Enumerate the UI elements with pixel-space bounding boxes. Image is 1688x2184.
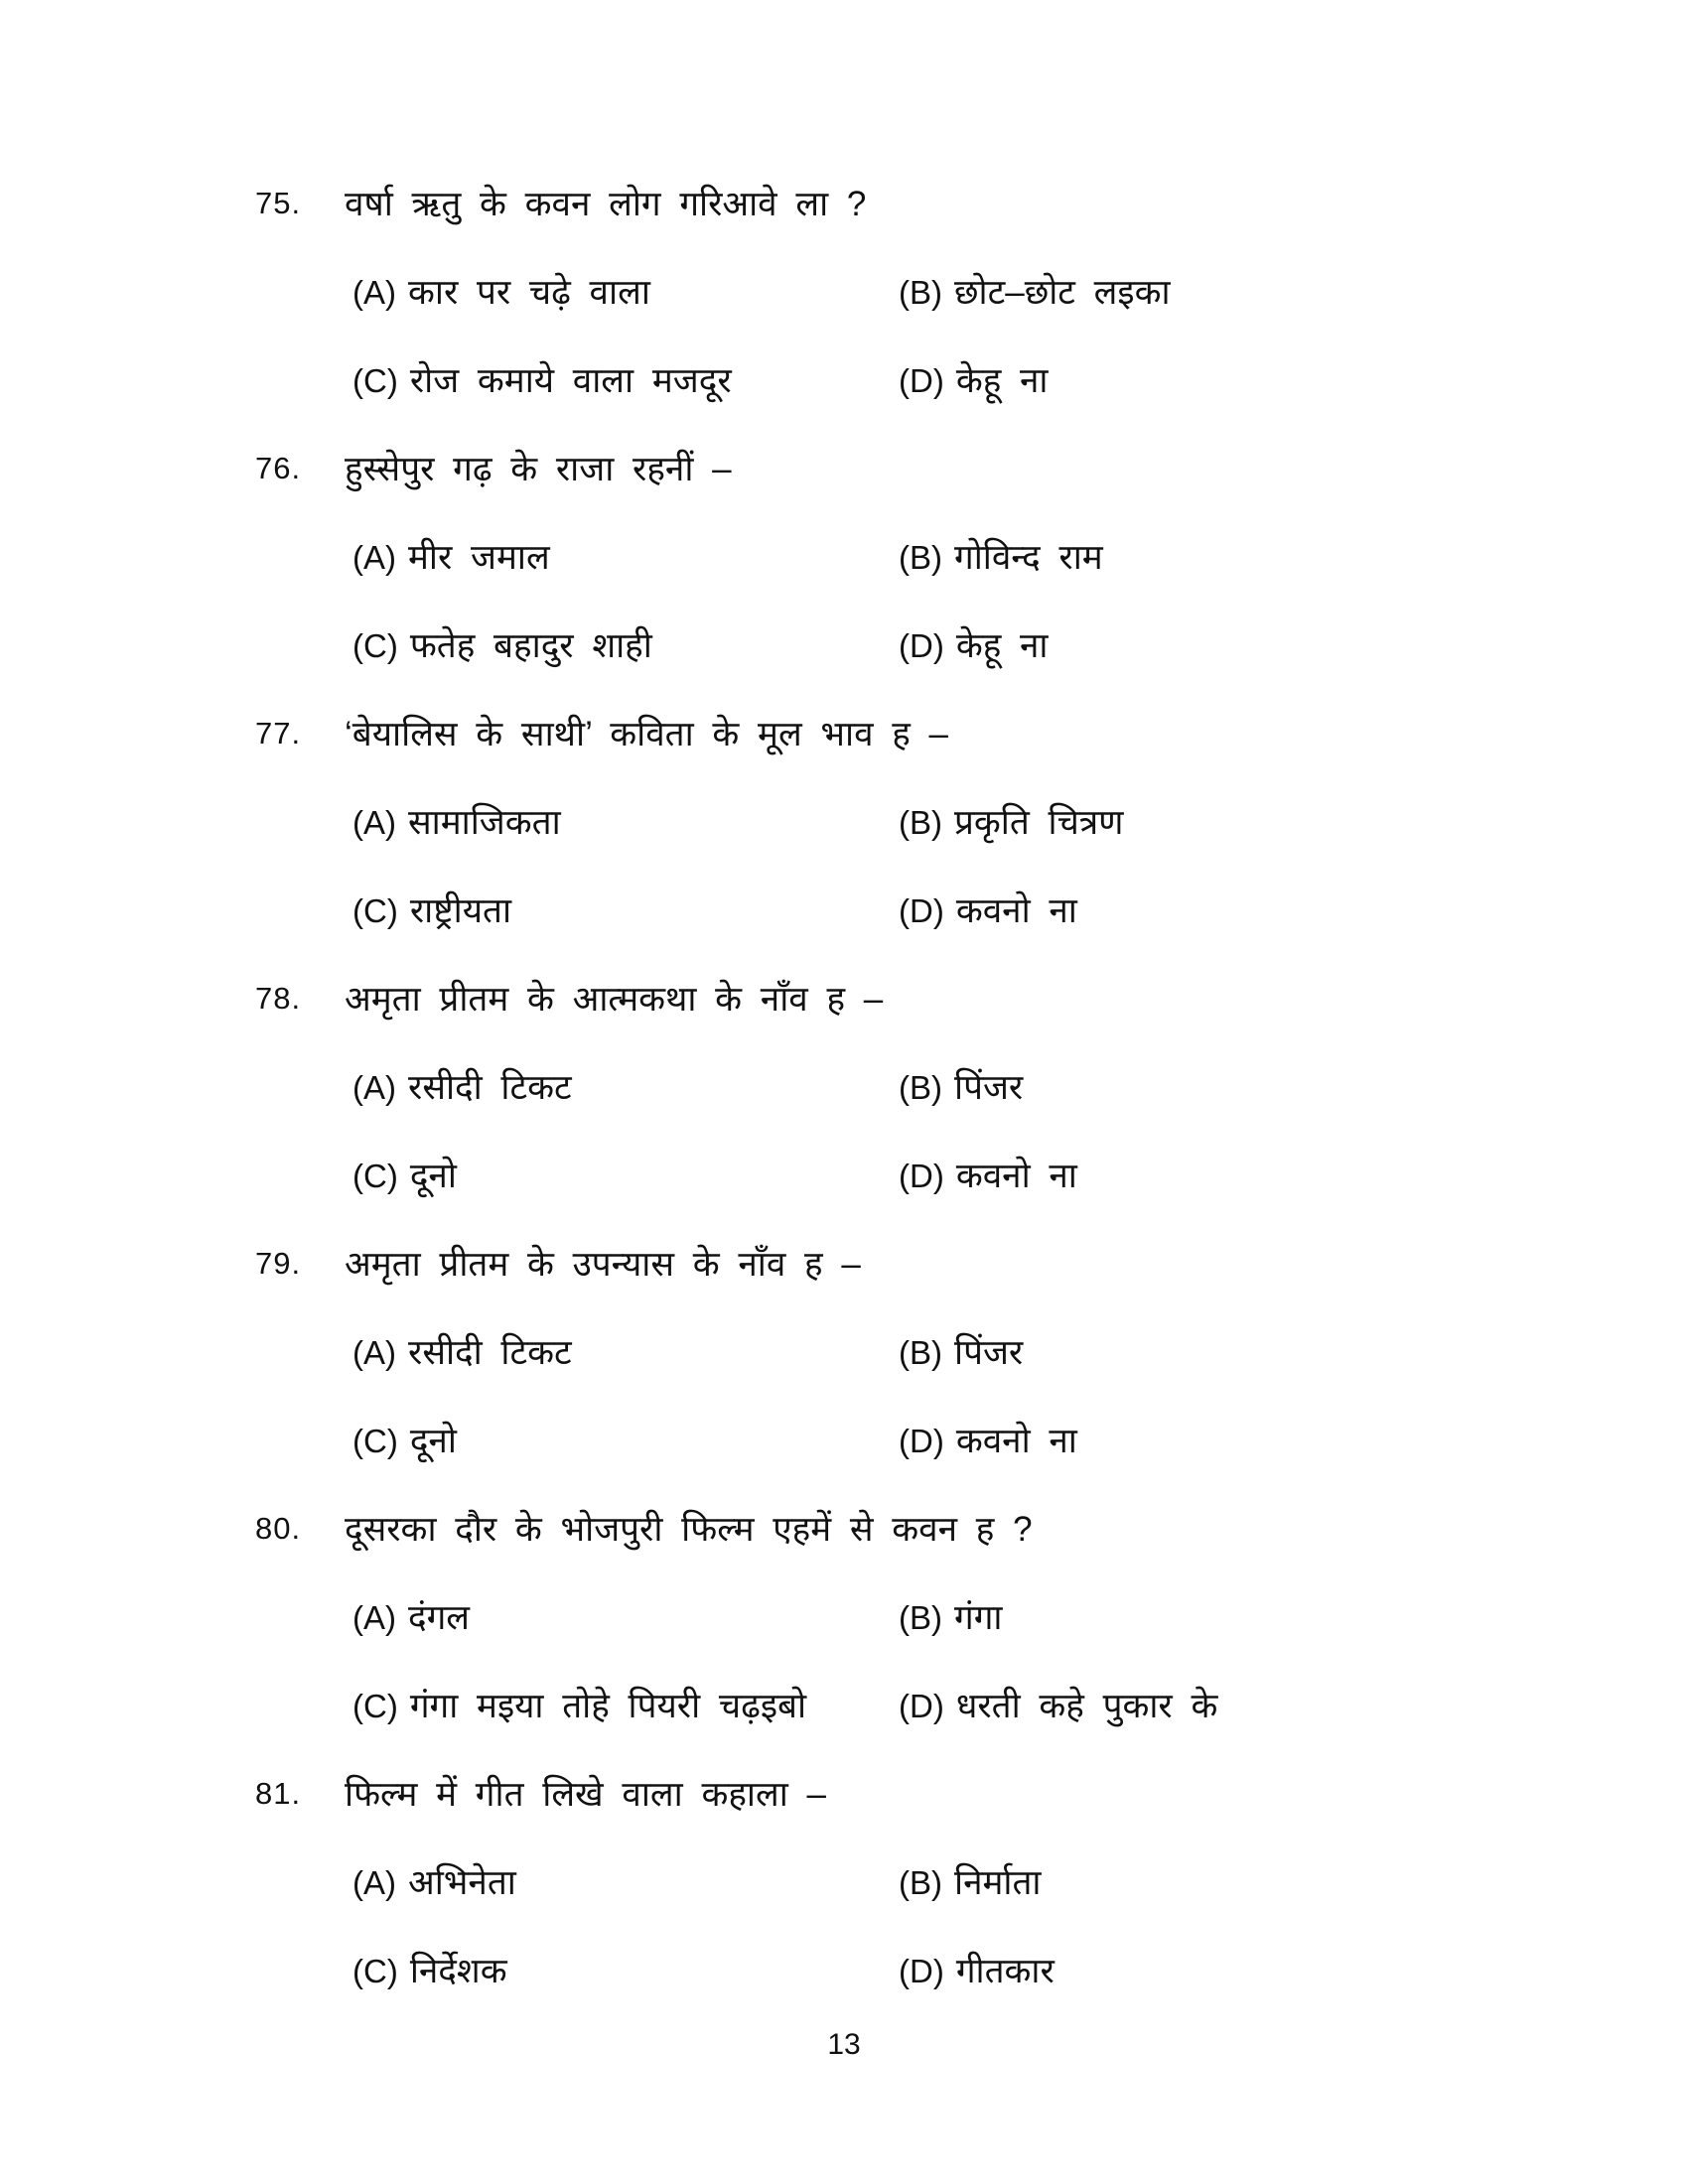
option-b [899, 798, 1123, 845]
option-c [352, 621, 899, 668]
page-footer [0, 2028, 1688, 2062]
option-text: गंगा मइया तोहे पियरी चढ़इबो [409, 1687, 807, 1725]
question-text: हुस्सेपुर गढ़ के राजा रहनीं – [345, 450, 732, 488]
option-text: प्रकृति चित्रण [954, 803, 1124, 842]
option-label: (A) [352, 1864, 396, 1901]
option-text: कवनो ना [955, 1157, 1077, 1195]
question-text: दूसरका दौर के भोजपुरी फिल्म एहमें से कवन ह ? [345, 1510, 1033, 1549]
option-label: (A) [352, 1069, 396, 1106]
question-text: वर्षा ऋतु के कवन लोग गरिआवे ला ? [345, 185, 867, 223]
option-label: (A) [352, 1599, 396, 1636]
option-b [899, 533, 1103, 580]
option-text: गीतकार [955, 1952, 1055, 1990]
option-c [352, 1682, 899, 1728]
option-text: केहू ना [955, 361, 1049, 400]
option-text: अभिनेता [408, 1863, 516, 1902]
option-label: (B) [899, 1864, 942, 1901]
option-text: कवनो ना [955, 1422, 1077, 1460]
option-c [352, 1152, 899, 1198]
option-label: (D) [899, 627, 944, 664]
option-b [899, 1328, 1023, 1375]
option-text: कवनो ना [955, 891, 1077, 930]
option-text: छोट–छोट लइका [954, 273, 1171, 312]
option-label: (A) [352, 804, 396, 841]
question-text: ‘बेयालिस के साथी’ कविता के मूल भाव ह – [345, 715, 949, 753]
question-number: 77. [255, 715, 302, 751]
option-a [352, 268, 899, 315]
question-block-80 [0, 1484, 1688, 1749]
option-text: गंगा [954, 1598, 1003, 1637]
option-label: (C) [352, 362, 398, 399]
question-number: 75. [255, 185, 302, 220]
question-block-77 [0, 689, 1688, 954]
option-text: पिंजर [954, 1333, 1024, 1372]
option-label: (D) [899, 892, 944, 929]
option-text: गोविन्द राम [954, 538, 1103, 577]
question-number: 78. [255, 980, 302, 1016]
question-block-79 [0, 1219, 1688, 1484]
option-d [899, 356, 1049, 403]
option-text: मीर जमाल [408, 538, 550, 577]
option-label: (A) [352, 274, 396, 311]
option-d [899, 887, 1077, 933]
option-text: सामाजिकता [408, 803, 561, 842]
question-block-76 [0, 424, 1688, 689]
option-b [899, 1858, 1042, 1905]
option-label: (B) [899, 1069, 942, 1106]
option-label: (C) [352, 627, 398, 664]
option-c [352, 1417, 899, 1463]
question-block-81 [0, 1749, 1688, 2014]
option-text: राष्ट्रीयता [409, 891, 512, 930]
option-label: (D) [899, 362, 944, 399]
option-label: (C) [352, 1423, 398, 1459]
option-label: (B) [899, 1599, 942, 1636]
option-a [352, 1593, 899, 1640]
question-block-78 [0, 954, 1688, 1219]
option-d [899, 1417, 1077, 1463]
option-d [899, 1682, 1217, 1728]
option-label: (B) [899, 804, 942, 841]
option-b [899, 1593, 1002, 1640]
option-label: (C) [352, 1158, 398, 1194]
option-label: (B) [899, 274, 942, 311]
question-number: 81. [255, 1775, 302, 1811]
question-block-75 [0, 159, 1688, 424]
option-d [899, 621, 1049, 668]
option-label: (C) [352, 1688, 398, 1724]
option-d [899, 1947, 1055, 1993]
option-label: (D) [899, 1953, 944, 1989]
option-c [352, 356, 899, 403]
option-label: (C) [352, 892, 398, 929]
option-c [352, 1947, 899, 1993]
option-a [352, 798, 899, 845]
option-label: (D) [899, 1688, 944, 1724]
option-text: निर्माता [954, 1863, 1042, 1902]
option-text: रसीदी टिकट [408, 1068, 572, 1107]
option-label: (B) [899, 1334, 942, 1371]
option-label: (A) [352, 539, 396, 576]
option-d [899, 1152, 1077, 1198]
option-text: रोज कमाये वाला मजदूर [409, 361, 732, 400]
option-label: (A) [352, 1334, 396, 1371]
option-a [352, 1858, 899, 1905]
page-number: 13 [827, 2028, 861, 2061]
option-text: रसीदी टिकट [408, 1333, 572, 1372]
option-label: (D) [899, 1158, 944, 1194]
option-b [899, 268, 1171, 315]
option-label: (C) [352, 1953, 398, 1989]
option-text: पिंजर [954, 1068, 1024, 1107]
option-a [352, 1328, 899, 1375]
option-text: दंगल [408, 1598, 471, 1637]
option-text: फतेह बहादुर शाही [409, 626, 652, 665]
option-a [352, 1063, 899, 1110]
option-c [352, 887, 899, 933]
question-text: अमृता प्रीतम के उपन्यास के नाँव ह – [345, 1245, 861, 1284]
option-b [899, 1063, 1023, 1110]
option-text: केहू ना [955, 626, 1049, 665]
question-number: 80. [255, 1510, 302, 1546]
question-text: फिल्म में गीत लिखे वाला कहाला – [345, 1775, 826, 1814]
option-text: निर्देशक [409, 1952, 507, 1990]
question-text: अमृता प्रीतम के आत्मकथा के नाँव ह – [345, 980, 884, 1019]
option-text: दूनो [409, 1422, 457, 1460]
question-number: 79. [255, 1245, 302, 1281]
option-label: (B) [899, 539, 942, 576]
option-label: (D) [899, 1423, 944, 1459]
option-text: कार पर चढ़े वाला [408, 273, 650, 312]
option-text: दूनो [409, 1157, 457, 1195]
option-a [352, 533, 899, 580]
question-number: 76. [255, 450, 302, 485]
option-text: धरती कहे पुकार के [955, 1687, 1218, 1725]
